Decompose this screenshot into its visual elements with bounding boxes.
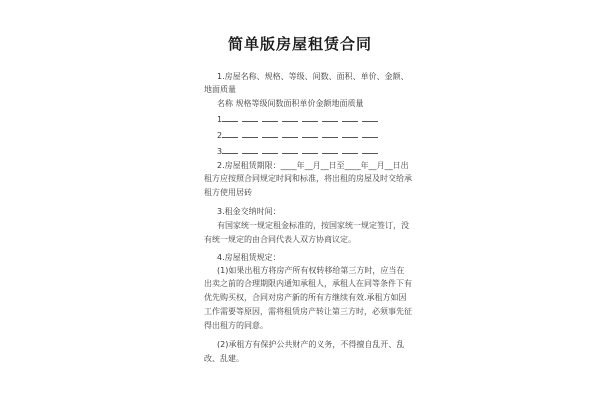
table-header: 名称 规格等级间数面积单价金额地面质量 bbox=[217, 99, 364, 108]
table-row bbox=[217, 145, 382, 158]
section-4-line-5: 工作需要等原因，需将租赁房产转让第三方时，必须事先征 bbox=[204, 307, 412, 316]
section-1-line-2: 地面质量 bbox=[204, 85, 236, 94]
section-4-line-6: 得出租方的同意。 bbox=[204, 321, 268, 330]
section-2-line-2: 租方应按照合同规定时间和标准，将出租的房屋及时交给承 bbox=[204, 174, 412, 183]
section-3-line-1: 3.租金交纳时间： bbox=[217, 207, 281, 216]
section-4-line-2: (1)如果出租方将房产所有权转移给第三方时，应当在 bbox=[217, 266, 405, 275]
section-4-line-1: 4.房屋租赁规定： bbox=[217, 253, 281, 262]
section-3-line-3: 有统一规定的由合同代表人双方协商议定。 bbox=[204, 235, 356, 244]
document-title: 简单版房屋租赁合同 bbox=[227, 35, 372, 53]
table-row bbox=[217, 113, 382, 126]
row-number: 1 bbox=[217, 115, 223, 124]
section-2-line-1: 2.房屋租赁期限：____年__月__日至____年__月__日出 bbox=[217, 161, 409, 170]
section-4-line-8: 改、乱建。 bbox=[204, 354, 244, 363]
section-4-line-3: 出卖之前的合理期限内通知承租人，承租人在同等条件下有 bbox=[204, 279, 412, 288]
table-row bbox=[217, 129, 382, 142]
section-3-line-2: 有国家统一规定租金标准的，按国家统一规定签订，没 bbox=[217, 221, 409, 230]
row-number: 2 bbox=[217, 131, 223, 140]
section-2-line-3: 租方使用居砖 bbox=[204, 188, 252, 197]
row-number: 3 bbox=[217, 147, 223, 156]
section-1-line-1: 1.房屋名称、规格、等级、间数、面积、单价、金额、 bbox=[217, 72, 409, 81]
section-4-line-4: 优先购买权，合同对房产新的所有方继续有效.承租方如因 bbox=[204, 293, 407, 302]
section-4-line-7: (2)承租方有保护公共财产的义务，不得擅自乱开、乱 bbox=[217, 340, 405, 349]
